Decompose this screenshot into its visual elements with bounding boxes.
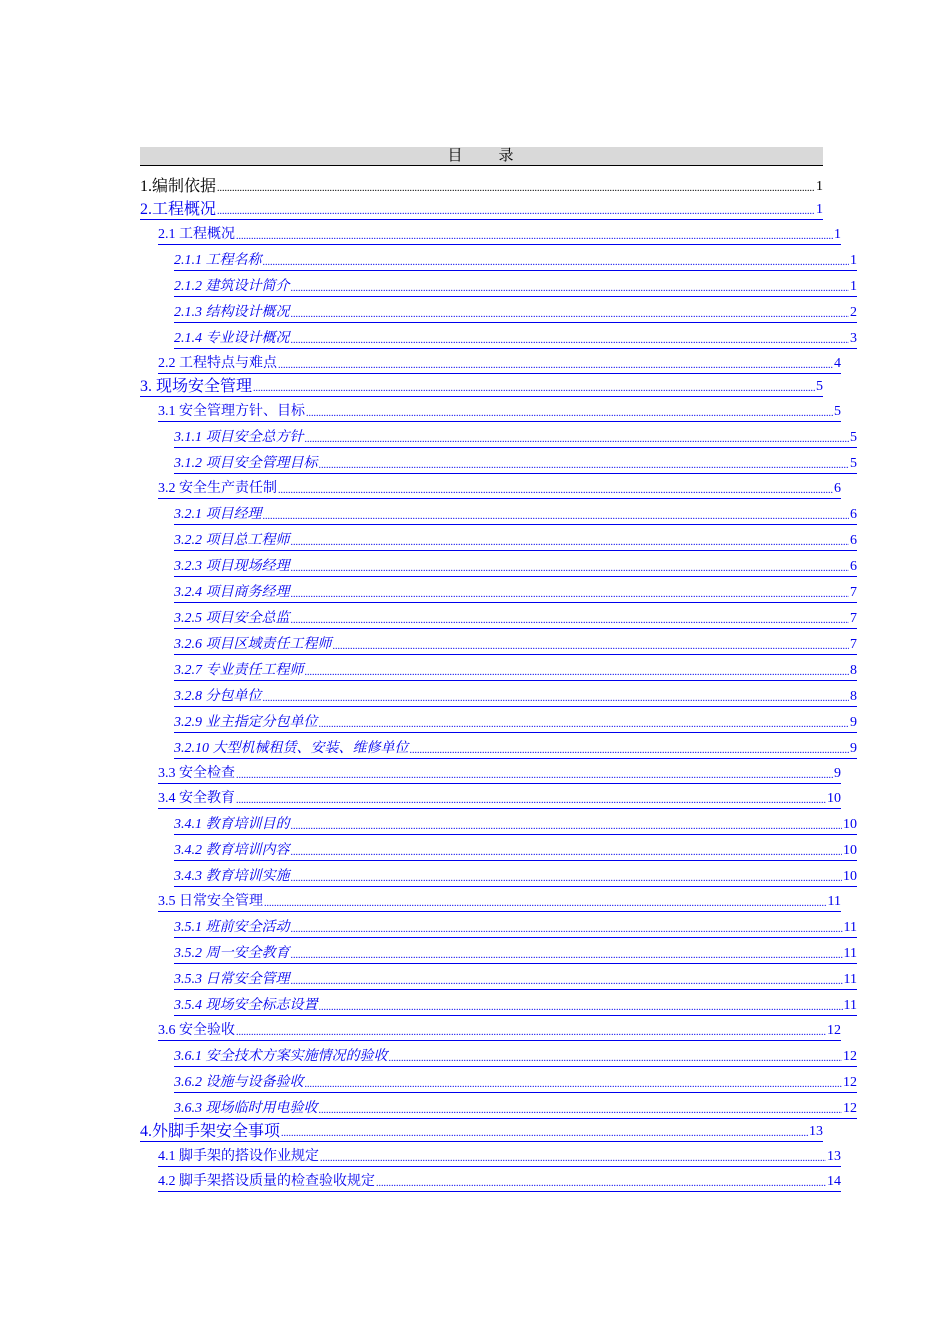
toc-entry-link[interactable] xyxy=(174,740,857,759)
toc-entry-label: 3.1.2 项目安全管理目标 xyxy=(174,456,318,471)
toc-dot-leader xyxy=(236,1026,826,1040)
toc-heading-right: 录 xyxy=(498,148,516,164)
toc-entry[interactable] xyxy=(140,174,823,197)
toc-entry-page-number: 5 xyxy=(850,430,857,445)
toc-entry-label: 4.1 脚手架的搭设作业规定 xyxy=(158,1149,319,1164)
toc-dot-leader xyxy=(281,1127,808,1141)
toc-entry[interactable] xyxy=(140,990,857,1016)
toc-entry[interactable] xyxy=(140,938,857,964)
toc-dot-leader xyxy=(306,407,833,421)
toc-entry-page-number: 11 xyxy=(843,920,857,935)
toc-dot-leader xyxy=(291,588,850,602)
toc-entry-link[interactable] xyxy=(174,278,857,297)
toc-entry-page-number: 1 xyxy=(816,202,823,217)
toc-entry-link[interactable] xyxy=(174,842,857,861)
toc-entry[interactable] xyxy=(140,499,857,525)
toc-dot-leader xyxy=(291,334,850,348)
toc-entry-page-number: 2 xyxy=(850,305,857,320)
toc-entry-label: 4.外脚手架安全事项 xyxy=(140,1123,281,1140)
toc-entry[interactable] xyxy=(140,245,857,271)
toc-entry-link[interactable] xyxy=(158,355,841,374)
toc-entry[interactable] xyxy=(140,1142,841,1167)
toc-entry-link[interactable] xyxy=(174,1100,857,1119)
toc-entry-page-number: 11 xyxy=(843,998,857,1013)
toc-entry-label: 2.1.1 工程名称 xyxy=(174,253,262,268)
toc-entry-label: 3.4.2 教育培训内容 xyxy=(174,843,290,858)
toc-entry-link[interactable] xyxy=(174,584,857,603)
toc-entry[interactable] xyxy=(140,809,857,835)
toc-entry-label: 3.2.6 项目区域责任工程师 xyxy=(174,637,332,652)
toc-entry[interactable] xyxy=(140,707,857,733)
toc-entry-page-number: 3 xyxy=(850,331,857,346)
toc-dot-leader xyxy=(291,282,850,296)
toc-entry-link[interactable] xyxy=(158,1173,841,1192)
toc-entry-page-number: 1 xyxy=(816,179,823,194)
toc-entry-label: 3.4.1 教育培训目的 xyxy=(174,817,290,832)
toc-entry[interactable] xyxy=(140,349,841,374)
toc-entry-link[interactable] xyxy=(174,868,857,887)
toc-entry[interactable] xyxy=(140,912,857,938)
toc-entry-label: 3.6.3 现场临时用电验收 xyxy=(174,1101,318,1116)
toc-entry-page-number: 8 xyxy=(850,663,857,678)
toc-entry-page-number: 12 xyxy=(827,1023,841,1038)
toc-entry-label: 3.4.3 教育培训实施 xyxy=(174,869,290,884)
toc-dot-leader xyxy=(333,640,850,654)
toc-entry-label: 3.6.2 设施与设备验收 xyxy=(174,1075,304,1090)
toc-entry-label: 3.4 安全教育 xyxy=(158,791,235,806)
toc-entry-page-number: 9 xyxy=(834,766,841,781)
toc-dot-leader xyxy=(410,744,850,758)
toc-entry-label: 4.2 脚手架搭设质量的检查验收规定 xyxy=(158,1174,375,1189)
toc-dot-leader xyxy=(217,182,815,196)
toc-entry[interactable] xyxy=(140,374,823,397)
toc-dot-leader xyxy=(291,562,850,576)
toc-entry[interactable] xyxy=(140,297,857,323)
toc-entry-link[interactable] xyxy=(158,765,841,784)
toc-dot-leader xyxy=(236,769,833,783)
toc-entry-label: 3.5 日常安全管理 xyxy=(158,894,263,909)
toc-entry[interactable] xyxy=(140,629,857,655)
toc-entry[interactable] xyxy=(140,1067,857,1093)
toc-entry-page-number: 6 xyxy=(850,559,857,574)
toc-entry-link[interactable] xyxy=(174,714,857,733)
toc-entry-label: 3.6.1 安全技术方案实施情况的验收 xyxy=(174,1049,388,1064)
toc-entry[interactable] xyxy=(140,448,857,474)
toc-entry-page-number: 7 xyxy=(850,611,857,626)
toc-dot-leader xyxy=(305,1078,843,1092)
toc-entry-page-number: 1 xyxy=(850,253,857,268)
toc-dot-leader xyxy=(376,1177,826,1191)
toc-entry[interactable] xyxy=(140,835,857,861)
toc-entry-label: 2.2 工程特点与难点 xyxy=(158,356,277,371)
toc-dot-leader xyxy=(253,382,815,396)
toc-dot-leader xyxy=(319,1104,843,1118)
toc-entry[interactable] xyxy=(140,474,841,499)
toc-entry-page-number: 9 xyxy=(850,715,857,730)
toc-entry[interactable] xyxy=(140,861,857,887)
toc-entry-label: 3.2.10 大型机械租赁、安装、维修单位 xyxy=(174,741,409,756)
toc-entry-page-number: 10 xyxy=(843,817,857,832)
toc-entry-link[interactable] xyxy=(140,201,823,220)
toc-entry-label: 3.5.1 班前安全活动 xyxy=(174,920,290,935)
toc-entry-link[interactable] xyxy=(158,1148,841,1167)
toc-dot-leader xyxy=(305,666,850,680)
toc-entry-link[interactable] xyxy=(158,1022,841,1041)
toc-entry[interactable] xyxy=(140,525,857,551)
toc-entry-label: 3.1.1 项目安全总方针 xyxy=(174,430,304,445)
toc-entry-label: 3.2.3 项目现场经理 xyxy=(174,559,290,574)
toc-entry-page-number: 8 xyxy=(850,689,857,704)
toc-dot-leader xyxy=(305,433,850,447)
toc-entry-page-number: 10 xyxy=(843,869,857,884)
toc-entry[interactable] xyxy=(140,733,857,759)
toc-entry-page-number: 7 xyxy=(850,637,857,652)
toc-dot-leader xyxy=(278,359,833,373)
toc-entry-page-number: 14 xyxy=(827,1174,841,1189)
toc-entry-label: 3.6 安全验收 xyxy=(158,1023,235,1038)
toc-entry-link[interactable] xyxy=(158,893,841,912)
toc-dot-leader xyxy=(278,484,833,498)
toc-dot-leader xyxy=(291,872,843,886)
toc-entry-page-number: 1 xyxy=(850,279,857,294)
toc-entry-link[interactable] xyxy=(174,506,857,525)
toc-entry-link[interactable] xyxy=(174,330,857,349)
toc-dot-leader xyxy=(319,459,850,473)
toc-entry-link[interactable] xyxy=(174,636,857,655)
toc-entry[interactable] xyxy=(140,271,857,297)
toc-dot-leader xyxy=(236,794,826,808)
toc-entry-label: 3.2.9 业主指定分包单位 xyxy=(174,715,318,730)
toc-entry[interactable] xyxy=(140,197,823,220)
toc-entry[interactable] xyxy=(140,887,841,912)
toc-entry-link[interactable] xyxy=(174,945,857,964)
toc-heading-left: 目 xyxy=(447,148,465,164)
toc-entry-page-number: 9 xyxy=(850,741,857,756)
toc-entry[interactable] xyxy=(140,1093,857,1119)
toc-entry-label: 3.2.7 专业责任工程师 xyxy=(174,663,304,678)
toc-entry-link[interactable] xyxy=(140,1123,823,1142)
toc-entry-label: 3.1 安全管理方针、目标 xyxy=(158,404,305,419)
toc-entry-link[interactable] xyxy=(158,403,841,422)
toc-entry[interactable] xyxy=(140,784,841,809)
toc-entry[interactable] xyxy=(140,1167,841,1192)
toc-entry-label: 3.2 安全生产责任制 xyxy=(158,481,277,496)
toc-dot-leader xyxy=(217,205,815,219)
toc-entry-list xyxy=(140,174,857,1192)
toc-dot-leader xyxy=(319,718,850,732)
toc-entry-link[interactable] xyxy=(174,662,857,681)
toc-entry-link[interactable] xyxy=(174,997,857,1016)
toc-entry-label: 2.工程概况 xyxy=(140,201,217,218)
toc-entry-page-number: 6 xyxy=(850,533,857,548)
toc-entry-link[interactable] xyxy=(158,790,841,809)
toc-dot-leader xyxy=(319,1001,843,1015)
toc-dot-leader xyxy=(389,1052,843,1066)
toc-entry[interactable] xyxy=(140,1119,823,1142)
toc-entry-page-number: 12 xyxy=(843,1101,857,1116)
toc-entry-link[interactable] xyxy=(174,252,857,271)
toc-entry-label: 3.2.5 项目安全总监 xyxy=(174,611,290,626)
toc-entry-page-number: 5 xyxy=(816,379,823,394)
toc-dot-leader xyxy=(291,949,843,963)
toc-entry-page-number: 10 xyxy=(827,791,841,806)
toc-entry-link[interactable] xyxy=(174,429,857,448)
toc-entry-link[interactable] xyxy=(174,816,857,835)
toc-entry[interactable] xyxy=(140,422,857,448)
toc-entry-label: 3.2.2 项目总工程师 xyxy=(174,533,290,548)
toc-entry-link[interactable] xyxy=(174,532,857,551)
toc-entry-page-number: 6 xyxy=(850,507,857,522)
toc-page xyxy=(140,147,857,1192)
toc-entry-label: 3.5.3 日常安全管理 xyxy=(174,972,290,987)
toc-entry-page-number: 5 xyxy=(850,456,857,471)
toc-entry-link[interactable] xyxy=(174,1048,857,1067)
toc-entry-page-number: 11 xyxy=(843,972,857,987)
toc-entry-label: 3.2.8 分包单位 xyxy=(174,689,262,704)
toc-entry-label: 2.1 工程概况 xyxy=(158,227,235,242)
toc-entry[interactable] xyxy=(140,1041,857,1067)
toc-entry[interactable] xyxy=(140,681,857,707)
toc-entry-link[interactable] xyxy=(140,378,823,397)
toc-entry-page-number: 7 xyxy=(850,585,857,600)
toc-entry-label: 3. 现场安全管理 xyxy=(140,378,253,395)
toc-dot-leader xyxy=(291,614,850,628)
toc-entry-label: 3.3 安全检查 xyxy=(158,766,235,781)
toc-dot-leader xyxy=(263,692,850,706)
toc-entry[interactable] xyxy=(140,577,857,603)
toc-entry-page-number: 12 xyxy=(843,1049,857,1064)
toc-entry-link[interactable] xyxy=(174,1074,857,1093)
toc-entry[interactable] xyxy=(140,220,841,245)
toc-entry[interactable] xyxy=(140,759,841,784)
toc-entry-label: 2.1.2 建筑设计简介 xyxy=(174,279,290,294)
toc-dot-leader xyxy=(236,230,833,244)
toc-entry-label: 1.编制依据 xyxy=(140,178,217,195)
toc-entry-link[interactable] xyxy=(140,178,823,197)
toc-entry-label: 2.1.4 专业设计概况 xyxy=(174,331,290,346)
toc-dot-leader xyxy=(291,820,843,834)
toc-entry-page-number: 11 xyxy=(827,894,841,909)
toc-entry-link[interactable] xyxy=(158,226,841,245)
toc-dot-leader xyxy=(263,510,850,524)
toc-dot-leader xyxy=(291,846,843,860)
toc-entry[interactable] xyxy=(140,323,857,349)
toc-entry-page-number: 10 xyxy=(843,843,857,858)
toc-dot-leader xyxy=(291,536,850,550)
toc-dot-leader xyxy=(291,308,850,322)
toc-entry-link[interactable] xyxy=(174,971,857,990)
toc-entry-label: 3.2.4 项目商务经理 xyxy=(174,585,290,600)
toc-entry-page-number: 12 xyxy=(843,1075,857,1090)
toc-entry-link[interactable] xyxy=(174,919,857,938)
toc-entry-page-number: 6 xyxy=(834,481,841,496)
toc-heading xyxy=(140,147,823,166)
toc-entry[interactable] xyxy=(140,551,857,577)
toc-entry-link[interactable] xyxy=(174,455,857,474)
toc-dot-leader xyxy=(320,1152,826,1166)
toc-entry[interactable] xyxy=(140,655,857,681)
toc-entry-link[interactable] xyxy=(158,480,841,499)
toc-entry-label: 3.5.2 周一安全教育 xyxy=(174,946,290,961)
toc-entry-link[interactable] xyxy=(174,304,857,323)
toc-entry[interactable] xyxy=(140,1016,841,1041)
toc-entry-page-number: 13 xyxy=(809,1124,823,1139)
toc-entry[interactable] xyxy=(140,397,841,422)
toc-entry-page-number: 11 xyxy=(843,946,857,961)
toc-entry[interactable] xyxy=(140,603,857,629)
toc-entry[interactable] xyxy=(140,964,857,990)
toc-dot-leader xyxy=(291,923,843,937)
toc-dot-leader xyxy=(291,975,843,989)
toc-entry-page-number: 4 xyxy=(834,356,841,371)
toc-dot-leader xyxy=(264,897,827,911)
toc-entry-link[interactable] xyxy=(174,558,857,577)
toc-entry-link[interactable] xyxy=(174,688,857,707)
toc-entry-label: 3.2.1 项目经理 xyxy=(174,507,262,522)
toc-entry-page-number: 13 xyxy=(827,1149,841,1164)
toc-entry-page-number: 1 xyxy=(834,227,841,242)
toc-entry-label: 2.1.3 结构设计概况 xyxy=(174,305,290,320)
toc-entry-link[interactable] xyxy=(174,610,857,629)
toc-dot-leader xyxy=(263,256,850,270)
toc-entry-label: 3.5.4 现场安全标志设置 xyxy=(174,998,318,1013)
toc-entry-page-number: 5 xyxy=(834,404,841,419)
